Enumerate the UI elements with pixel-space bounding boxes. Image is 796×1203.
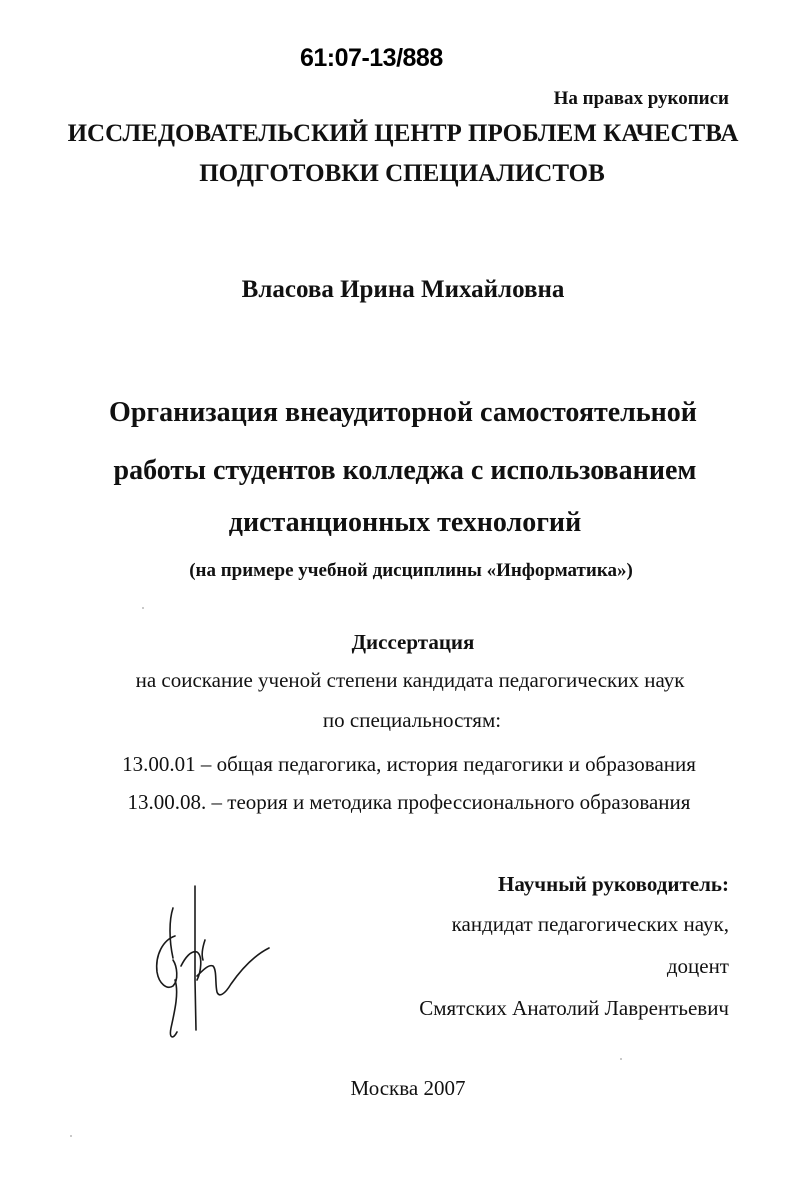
scan-speck <box>70 1135 72 1137</box>
supervisor-name: Смятских Анатолий Лаврентьевич <box>419 996 729 1020</box>
degree-statement: на соискание ученой степени кандидата педагогических наук <box>135 668 685 692</box>
supervisor-degree: кандидат педагогических наук, <box>451 912 729 936</box>
signature-image <box>145 880 285 1060</box>
document-type: Диссертация <box>351 630 475 654</box>
title-line-3: дистанционных технологий <box>228 507 582 538</box>
specialty-1: 13.00.01 – общая педагогика, история педагогики и образования <box>122 752 696 776</box>
supervisor-label: Научный руководитель: <box>498 872 729 896</box>
author-name: Власова Ирина Михайловна <box>241 276 565 303</box>
scan-speck <box>142 607 144 609</box>
manuscript-note: На правах рукописи <box>553 88 729 109</box>
title-subtitle: (на примере учебной дисциплины «Информатика») <box>189 560 633 581</box>
scan-speck <box>620 1058 622 1060</box>
title-line-2: работы студентов колледжа с использованием <box>113 455 697 486</box>
title-line-1: Организация внеаудиторной самостоятельной <box>109 397 697 428</box>
organization-line-1: ИССЛЕДОВАТЕЛЬСКИЙ ЦЕНТР ПРОБЛЕМ КАЧЕСТВА <box>67 120 739 147</box>
specialties-intro: по специальностям: <box>322 708 502 732</box>
organization-line-2: ПОДГОТОВКИ СПЕЦИАЛИСТОВ <box>199 160 605 187</box>
specialty-2: 13.00.08. – теория и методика профессионального образования <box>127 790 691 814</box>
city-year: Москва 2007 <box>350 1076 466 1100</box>
supervisor-rank: доцент <box>666 954 729 978</box>
archive-code: 61:07-13/888 <box>300 44 443 72</box>
